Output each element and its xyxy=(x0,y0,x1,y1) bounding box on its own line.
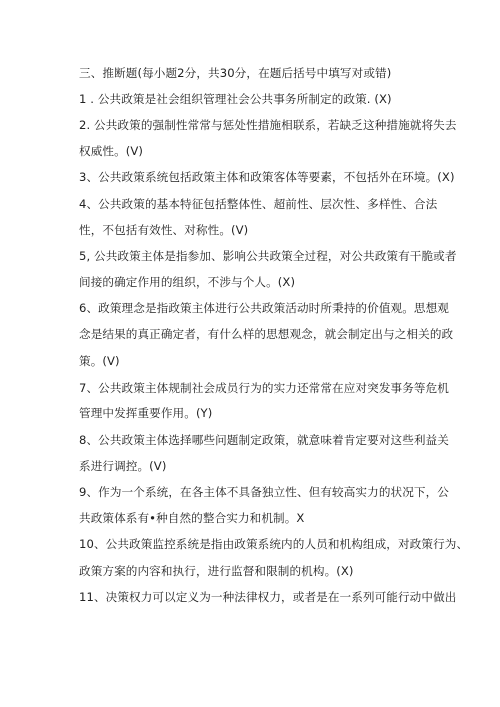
question-7-line-1: 7、公共政策主体规制社会成员行为的实力还常常在应对突发事务等危机 xyxy=(79,381,449,395)
section-heading: 三、推断题(每小题2分，共30分，在题后括号中填写对或错) xyxy=(79,66,392,80)
question-9-line-1: 9、作为一个系统，在各主体不具备独立性、但有较高实力的状况下，公 xyxy=(79,485,449,499)
question-2-line-1: 2. 公共政策的强制性常常与惩处性措施相联系，若缺乏这种措施就将失去 xyxy=(79,118,457,132)
question-2-line-2: 权威性。(V) xyxy=(79,144,144,158)
question-10-line-1: 10、公共政策监控系统是指由政策系统内的人员和机构组成，对政策行为、 xyxy=(79,537,469,551)
question-7-line-2: 管理中发挥重要作用。(Y) xyxy=(79,406,213,420)
question-10-line-2: 政策方案的内容和执行，进行监督和限制的机构。(X) xyxy=(79,564,354,578)
question-6-line-3: 策。(V) xyxy=(79,354,120,368)
question-3: 3、公共政策系统包括政策主体和政策客体等要素，不包括外在环境。(X) xyxy=(79,170,455,184)
question-5-line-1: 5, 公共政策主体是指参加、影响公共政策全过程，对公共政策有干脆或者 xyxy=(79,249,457,263)
question-6-line-2: 念是结果的真正确定者，有什么样的思想观念，就会制定出与之相关的政 xyxy=(79,327,454,341)
question-9-line-2: 共政策体系有•种自然的整合实力和机制。X xyxy=(79,511,305,525)
question-4-line-2: 性，不包括有效性、对称性。(V) xyxy=(79,223,249,237)
question-8-line-2: 系进行调控。(V) xyxy=(79,459,167,473)
question-11-line-1: 11、决策权力可以定义为一种法律权力，或者是在一系列可能行动中做出 xyxy=(79,590,457,604)
question-4-line-1: 4、公共政策的基本特征包括整体性、超前性、层次性、多样性、合法 xyxy=(79,197,438,211)
question-1: 1 . 公共政策是社会组织管理社会公共事务所制定的政策. (X) xyxy=(79,92,392,106)
question-6-line-1: 6、政策理念是指政策主体进行公共政策活动时所秉持的价值观。思想观 xyxy=(79,301,449,315)
question-8-line-1: 8、公共政策主体选择哪些问题制定政策，就意味着肯定要对这些利益关 xyxy=(79,433,449,447)
question-5-line-2: 间接的确定作用的组织，不涉与个人。(X) xyxy=(79,275,296,289)
